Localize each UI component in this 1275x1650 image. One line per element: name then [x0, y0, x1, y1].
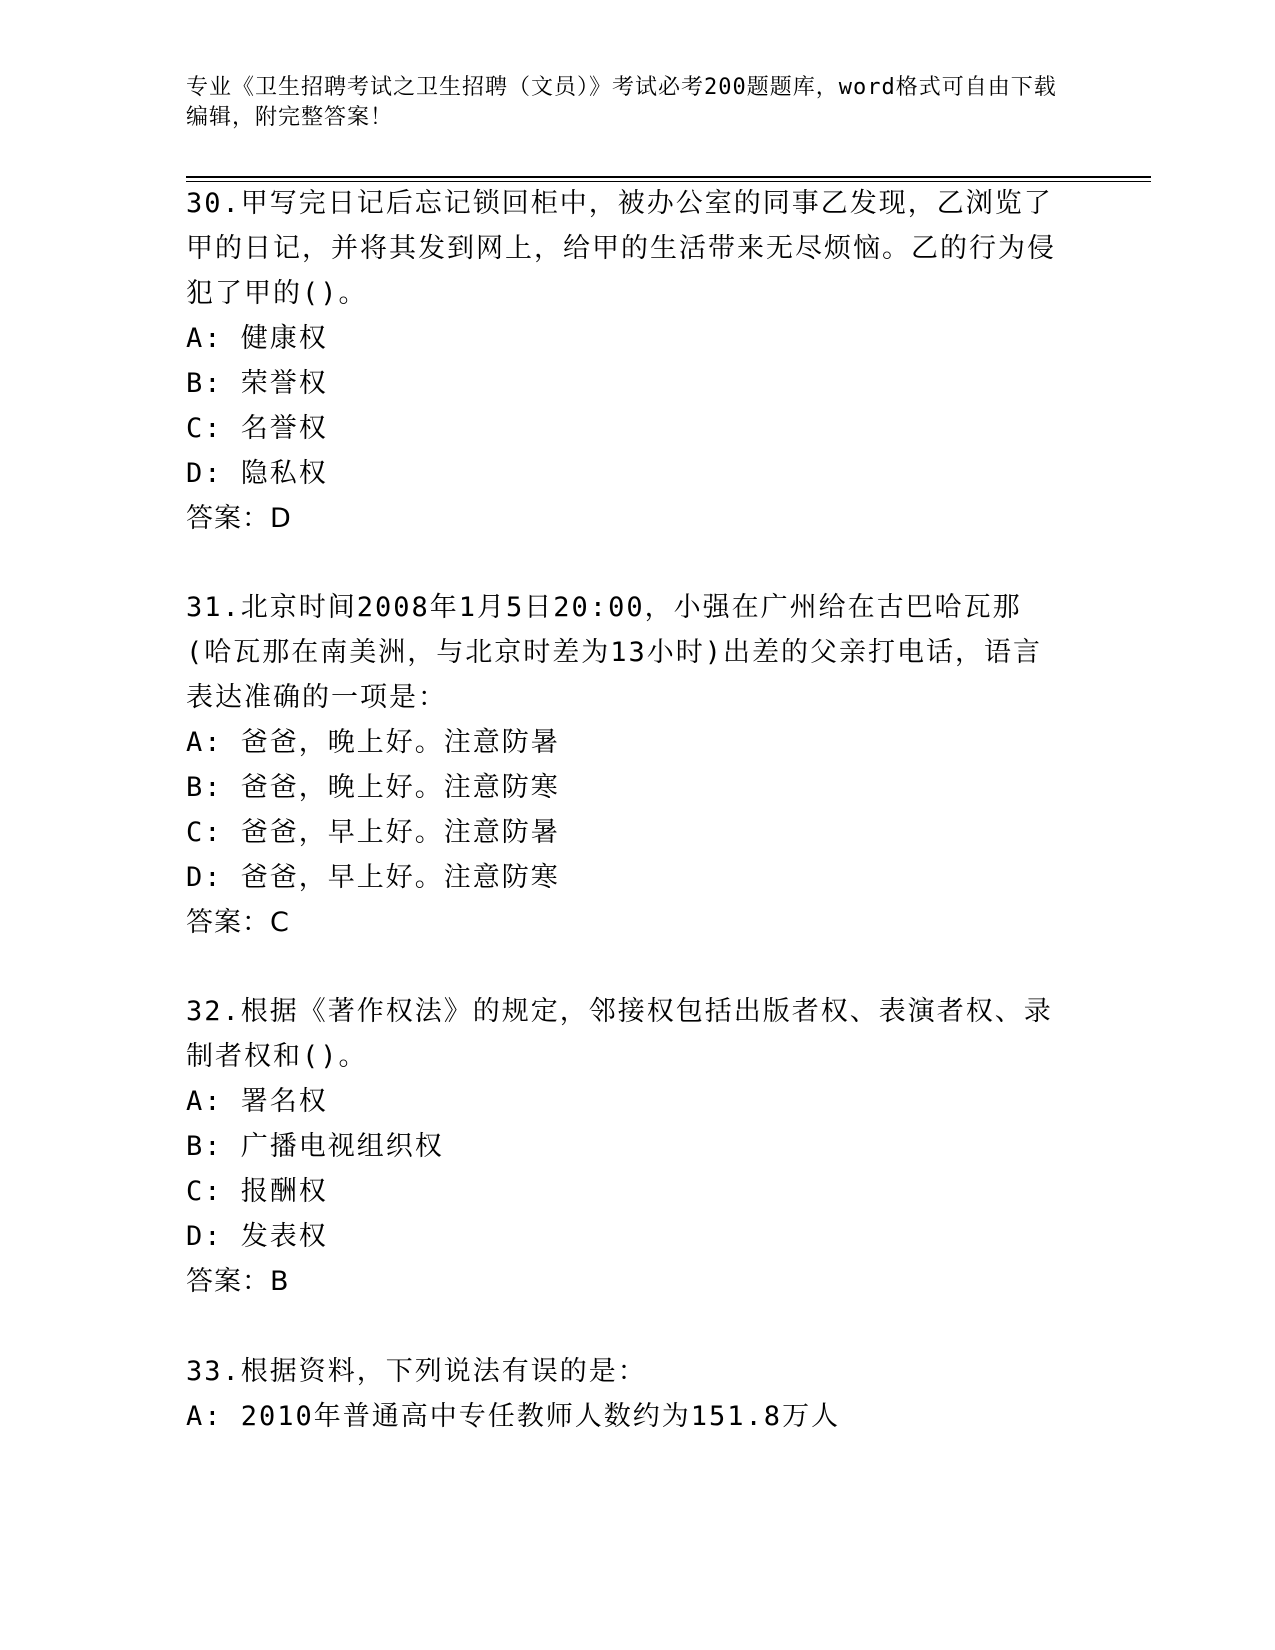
option-c: C: 报酬权: [186, 1176, 328, 1207]
option-b: B: 爸爸，晚上好。注意防寒: [186, 772, 560, 803]
question-stem: 31.北京时间2008年1月5日20:00，小强在广州给在古巴哈瓦那(哈瓦那在南美洲，与北京时差为13小时)出差的父亲打电话，语言表达准确的一项是：: [186, 592, 1043, 713]
question-31: [186, 585, 1066, 945]
option-d: D: 爸爸，早上好。注意防寒: [186, 862, 560, 893]
question-32: [186, 989, 1066, 1304]
answer-line: 答案：B: [186, 1266, 290, 1297]
answer-line: 答案：C: [186, 907, 290, 938]
document-header: 专业《卫生招聘考试之卫生招聘（文员）》考试必考200题题库，word格式可自由下载编辑，附完整答案！: [186, 75, 1057, 130]
question-stem: 33.根据资料，下列说法有误的是：: [186, 1356, 647, 1387]
option-a: A: 健康权: [186, 323, 328, 354]
option-d: D: 隐私权: [186, 458, 328, 489]
option-c: C: 爸爸，早上好。注意防暑: [186, 817, 560, 848]
question-stem: 32.根据《著作权法》的规定，邻接权包括出版者权、表演者权、录制者权和()。: [186, 996, 1053, 1072]
option-a: A: 爸爸，晚上好。注意防暑: [186, 727, 560, 758]
option-c: C: 名誉权: [186, 413, 328, 444]
option-b: B: 荣誉权: [186, 368, 328, 399]
option-b: B: 广播电视组织权: [186, 1131, 444, 1162]
option-a: A: 署名权: [186, 1086, 328, 1117]
question-30: [186, 181, 1066, 541]
option-d: D: 发表权: [186, 1221, 328, 1252]
option-a: A: 2010年普通高中专任教师人数约为151.8万人: [186, 1401, 841, 1432]
question-stem: 30.甲写完日记后忘记锁回柜中，被办公室的同事乙发现，乙浏览了甲的日记，并将其发到网上，给甲的生活带来无尽烦恼。乙的行为侵犯了甲的()。: [186, 188, 1056, 309]
answer-line: 答案：D: [186, 503, 292, 534]
question-33: [186, 1349, 1066, 1439]
